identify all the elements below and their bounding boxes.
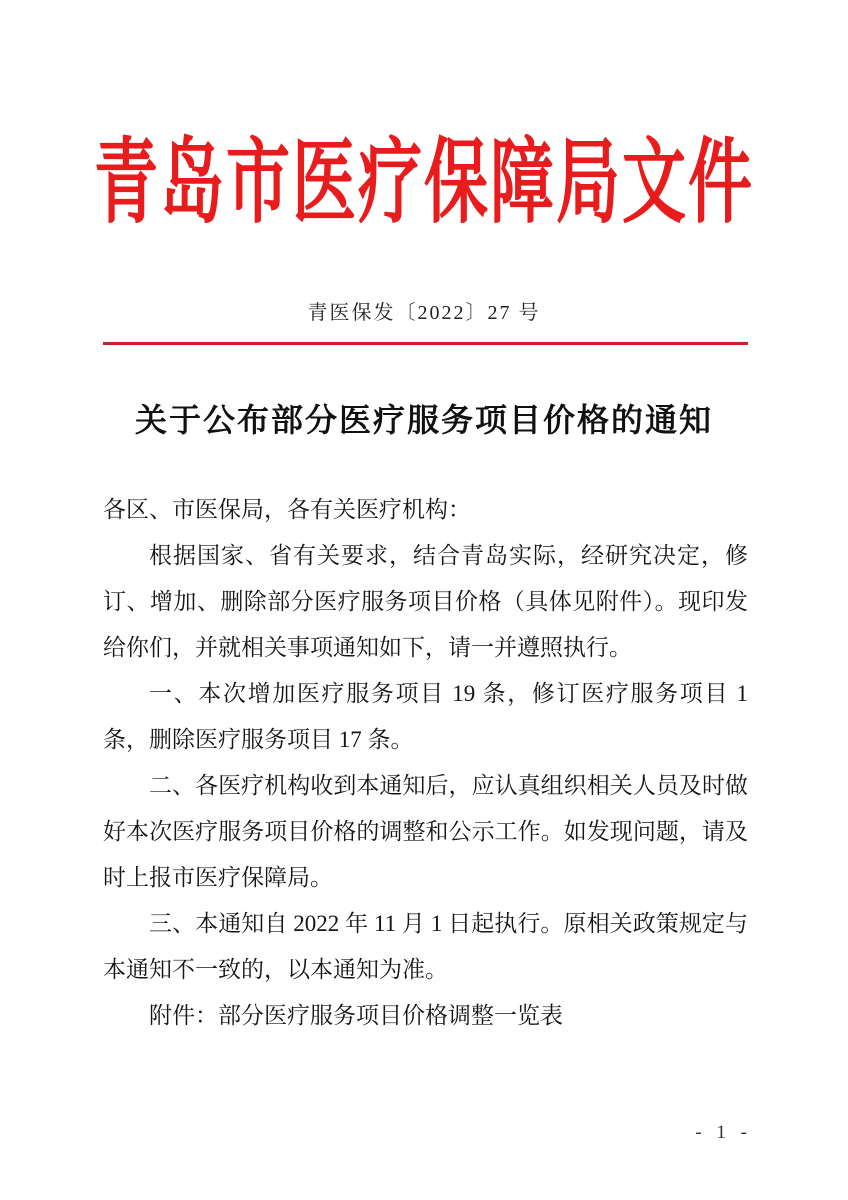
document-title: 关于公布部分医疗服务项目价格的通知 (134, 402, 713, 438)
document-body (103, 487, 748, 1039)
body-paragraph: 根据国家、省有关要求，结合青岛实际，经研究决定，修订、增加、删除部分医疗服务项目价格（具体见附件）。现印发给你们，并就相关事项通知如下，请一并遵照执行。 (103, 543, 748, 660)
page-number: - 1 - (695, 1122, 752, 1143)
attachment-line: 附件：部分医疗服务项目价格调整一览表 (149, 1003, 563, 1028)
masthead (0, 0, 848, 235)
body-paragraph: 一、本次增加医疗服务项目 19 条，修订医疗服务项目 1 条，删除医疗服务项目 17 条。 (103, 681, 748, 752)
salutation-line: 各区、市医保局，各有关医疗机构： (103, 497, 471, 522)
document-number: 青医保发〔2022〕27 号 (307, 302, 541, 324)
body-paragraph: 三、本通知自 2022 年 11 月 1 日起执行。原相关政策规定与本通知不一致的，以本通知为准。 (103, 911, 748, 982)
red-divider-line (103, 342, 748, 345)
body-paragraph: 二、各医疗机构收到本通知后，应认真组织相关人员及时做好本次医疗服务项目价格的调整和公示工作。如发现问题，请及时上报市医疗保障局。 (103, 773, 748, 890)
masthead-title: 青岛市医疗保障局文件 (94, 129, 754, 235)
